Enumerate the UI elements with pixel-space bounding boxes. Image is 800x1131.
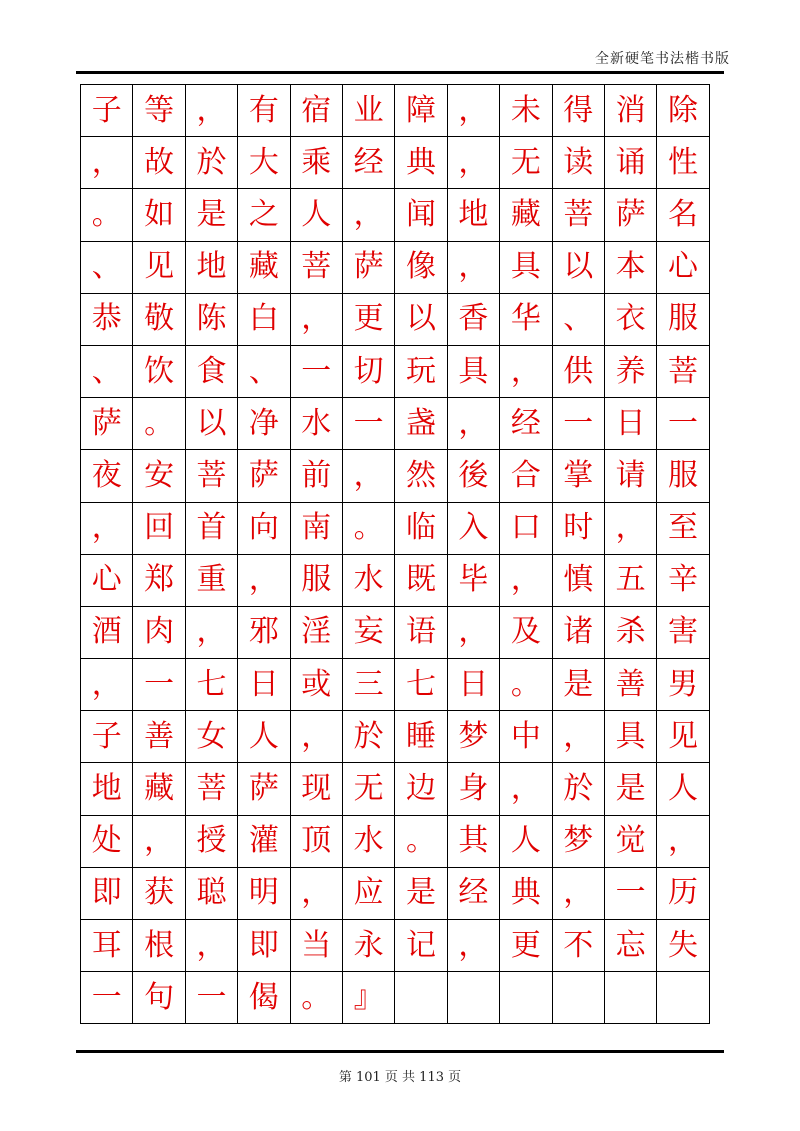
- grid-cell: ，: [553, 711, 605, 763]
- grid-cell: ，: [448, 920, 500, 972]
- grid-cell: 睡: [395, 711, 447, 763]
- grid-cell: 请: [605, 450, 657, 502]
- grid-cell: 是: [553, 659, 605, 711]
- grid-cell: 边: [395, 763, 447, 815]
- grid-cell: 、: [81, 242, 133, 294]
- grid-cell: 宿: [291, 85, 343, 137]
- grid-cell: 如: [133, 189, 185, 241]
- grid-cell: 未: [500, 85, 552, 137]
- grid-cell: 即: [238, 920, 290, 972]
- grid-cell: 五: [605, 555, 657, 607]
- grid-cell: ，: [186, 607, 238, 659]
- grid-cell: 净: [238, 398, 290, 450]
- grid-cell: 人: [657, 763, 709, 815]
- grid-cell: 於: [343, 711, 395, 763]
- grid-cell: 、: [238, 346, 290, 398]
- grid-cell: [553, 972, 605, 1024]
- grid-cell: 。: [133, 398, 185, 450]
- grid-cell: 等: [133, 85, 185, 137]
- grid-cell: 回: [133, 503, 185, 555]
- grid-row: [81, 450, 710, 502]
- grid-cell: 无: [343, 763, 395, 815]
- grid-row: [81, 711, 710, 763]
- grid-cell: 食: [186, 346, 238, 398]
- grid-cell: 忘: [605, 920, 657, 972]
- grid-row: [81, 607, 710, 659]
- grid-cell: 菩: [657, 346, 709, 398]
- grid-cell: 应: [343, 868, 395, 920]
- grid-cell: 一: [553, 398, 605, 450]
- grid-cell: 偈: [238, 972, 290, 1024]
- grid-cell: 乘: [291, 137, 343, 189]
- page-header-title: 全新硬笔书法楷书版: [595, 51, 730, 67]
- grid-row: [81, 294, 710, 346]
- grid-cell: 』: [343, 972, 395, 1024]
- grid-cell: 授: [186, 816, 238, 868]
- grid-cell: [500, 972, 552, 1024]
- footer-rule: [76, 1050, 724, 1053]
- grid-cell: 不: [553, 920, 605, 972]
- grid-cell: 肉: [133, 607, 185, 659]
- grid-cell: 业: [343, 85, 395, 137]
- grid-cell: 口: [500, 503, 552, 555]
- grid-cell: 一: [605, 868, 657, 920]
- grid-cell: 耳: [81, 920, 133, 972]
- grid-cell: 以: [395, 294, 447, 346]
- header-rule: [76, 71, 724, 74]
- grid-cell: 害: [657, 607, 709, 659]
- grid-cell: 人: [291, 189, 343, 241]
- grid-cell: 典: [395, 137, 447, 189]
- grid-cell: 藏: [133, 763, 185, 815]
- grid-cell: 除: [657, 85, 709, 137]
- grid-cell: 语: [395, 607, 447, 659]
- grid-cell: 人: [500, 816, 552, 868]
- grid-cell: ，: [448, 137, 500, 189]
- grid-cell: 或: [291, 659, 343, 711]
- grid-cell: 邪: [238, 607, 290, 659]
- grid-cell: 其: [448, 816, 500, 868]
- grid-row: [81, 763, 710, 815]
- grid-cell: 梦: [448, 711, 500, 763]
- grid-cell: ，: [238, 555, 290, 607]
- grid-cell: 诸: [553, 607, 605, 659]
- grid-cell: 萨: [81, 398, 133, 450]
- grid-cell: 水: [291, 398, 343, 450]
- grid-cell: 一: [291, 346, 343, 398]
- grid-cell: 服: [291, 555, 343, 607]
- grid-row: [81, 346, 710, 398]
- grid-cell: 、: [81, 346, 133, 398]
- grid-cell: 顶: [291, 816, 343, 868]
- grid-cell: ，: [448, 85, 500, 137]
- grid-cell: 之: [238, 189, 290, 241]
- grid-cell: 善: [605, 659, 657, 711]
- grid-cell: ，: [81, 659, 133, 711]
- grid-cell: 至: [657, 503, 709, 555]
- grid-cell: ，: [291, 868, 343, 920]
- grid-cell: 萨: [238, 450, 290, 502]
- calligraphy-grid: [80, 84, 710, 1024]
- grid-row: [81, 503, 710, 555]
- grid-row: [81, 85, 710, 137]
- grid-cell: 淫: [291, 607, 343, 659]
- grid-cell: ，: [186, 920, 238, 972]
- grid-cell: ，: [343, 189, 395, 241]
- grid-cell: 善: [133, 711, 185, 763]
- grid-cell: 藏: [238, 242, 290, 294]
- grid-cell: 萨: [343, 242, 395, 294]
- grid-cell: [657, 972, 709, 1024]
- grid-cell: 经: [448, 868, 500, 920]
- grid-row: [81, 868, 710, 920]
- grid-cell: 子: [81, 85, 133, 137]
- grid-row: [81, 137, 710, 189]
- grid-cell: 得: [553, 85, 605, 137]
- grid-cell: 前: [291, 450, 343, 502]
- grid-cell: 典: [500, 868, 552, 920]
- grid-cell: 以: [553, 242, 605, 294]
- grid-cell: 合: [500, 450, 552, 502]
- grid-cell: 切: [343, 346, 395, 398]
- grid-cell: 是: [186, 189, 238, 241]
- grid-row: [81, 816, 710, 868]
- grid-cell: ，: [448, 398, 500, 450]
- grid-cell: 像: [395, 242, 447, 294]
- grid-cell: 辛: [657, 555, 709, 607]
- grid-cell: 毕: [448, 555, 500, 607]
- grid-cell: 句: [133, 972, 185, 1024]
- grid-cell: 一: [81, 972, 133, 1024]
- grid-cell: ，: [448, 242, 500, 294]
- grid-cell: 日: [448, 659, 500, 711]
- grid-cell: 心: [657, 242, 709, 294]
- grid-cell: 首: [186, 503, 238, 555]
- grid-cell: 诵: [605, 137, 657, 189]
- grid-cell: 以: [186, 398, 238, 450]
- grid-cell: 水: [343, 555, 395, 607]
- grid-cell: 。: [500, 659, 552, 711]
- grid-cell: 日: [605, 398, 657, 450]
- grid-cell: ，: [291, 711, 343, 763]
- grid-cell: 获: [133, 868, 185, 920]
- grid-cell: 入: [448, 503, 500, 555]
- grid-cell: 七: [395, 659, 447, 711]
- grid-cell: ，: [81, 503, 133, 555]
- grid-cell: 经: [343, 137, 395, 189]
- grid-cell: 郑: [133, 555, 185, 607]
- grid-cell: 故: [133, 137, 185, 189]
- grid-cell: ，: [81, 137, 133, 189]
- grid-cell: 服: [657, 294, 709, 346]
- grid-cell: [605, 972, 657, 1024]
- grid-cell: 中: [500, 711, 552, 763]
- grid-cell: 於: [186, 137, 238, 189]
- grid-cell: 既: [395, 555, 447, 607]
- grid-cell: 。: [81, 189, 133, 241]
- grid-cell: 南: [291, 503, 343, 555]
- grid-cell: 陈: [186, 294, 238, 346]
- grid-cell: 身: [448, 763, 500, 815]
- grid-cell: 梦: [553, 816, 605, 868]
- grid-cell: 菩: [291, 242, 343, 294]
- grid-cell: 衣: [605, 294, 657, 346]
- grid-cell: ，: [657, 816, 709, 868]
- grid-cell: 处: [81, 816, 133, 868]
- grid-row: [81, 659, 710, 711]
- grid-cell: 性: [657, 137, 709, 189]
- grid-cell: ，: [186, 85, 238, 137]
- grid-cell: ，: [448, 607, 500, 659]
- grid-cell: 见: [133, 242, 185, 294]
- grid-cell: ，: [605, 503, 657, 555]
- grid-row: [81, 398, 710, 450]
- grid-cell: 向: [238, 503, 290, 555]
- grid-cell: 三: [343, 659, 395, 711]
- grid-cell: 具: [500, 242, 552, 294]
- grid-cell: 人: [238, 711, 290, 763]
- grid-row: [81, 189, 710, 241]
- grid-cell: 。: [343, 503, 395, 555]
- grid-cell: 名: [657, 189, 709, 241]
- grid-cell: 聪: [186, 868, 238, 920]
- grid-cell: 饮: [133, 346, 185, 398]
- grid-cell: 经: [500, 398, 552, 450]
- grid-row: [81, 555, 710, 607]
- grid-cell: 养: [605, 346, 657, 398]
- grid-cell: 灌: [238, 816, 290, 868]
- grid-cell: ，: [500, 763, 552, 815]
- grid-cell: 然: [395, 450, 447, 502]
- grid-cell: 华: [500, 294, 552, 346]
- grid-cell: 後: [448, 450, 500, 502]
- grid-cell: 更: [500, 920, 552, 972]
- grid-cell: 本: [605, 242, 657, 294]
- grid-cell: 七: [186, 659, 238, 711]
- grid-cell: ，: [500, 346, 552, 398]
- grid-cell: 更: [343, 294, 395, 346]
- grid-cell: 酒: [81, 607, 133, 659]
- grid-cell: 一: [133, 659, 185, 711]
- grid-cell: 妄: [343, 607, 395, 659]
- grid-cell: 。: [291, 972, 343, 1024]
- grid-cell: 是: [605, 763, 657, 815]
- grid-cell: 白: [238, 294, 290, 346]
- grid-cell: 菩: [186, 450, 238, 502]
- grid-cell: 是: [395, 868, 447, 920]
- grid-row: [81, 920, 710, 972]
- grid-cell: 菩: [553, 189, 605, 241]
- grid-cell: 见: [657, 711, 709, 763]
- grid-cell: 藏: [500, 189, 552, 241]
- grid-cell: 萨: [605, 189, 657, 241]
- grid-cell: ，: [291, 294, 343, 346]
- grid-cell: 香: [448, 294, 500, 346]
- grid-cell: 无: [500, 137, 552, 189]
- grid-cell: 服: [657, 450, 709, 502]
- grid-cell: 现: [291, 763, 343, 815]
- grid-cell: 掌: [553, 450, 605, 502]
- grid-cell: 觉: [605, 816, 657, 868]
- grid-cell: 记: [395, 920, 447, 972]
- page-number-footer: 第 101 页 共 113 页: [338, 1070, 462, 1085]
- grid-cell: 菩: [186, 763, 238, 815]
- grid-cell: 水: [343, 816, 395, 868]
- grid-cell: 重: [186, 555, 238, 607]
- grid-cell: 读: [553, 137, 605, 189]
- grid-cell: 具: [605, 711, 657, 763]
- grid-cell: 慎: [553, 555, 605, 607]
- grid-cell: 於: [553, 763, 605, 815]
- grid-row: [81, 972, 710, 1024]
- grid-cell: 永: [343, 920, 395, 972]
- grid-cell: ，: [500, 555, 552, 607]
- grid-cell: 夜: [81, 450, 133, 502]
- grid-cell: 子: [81, 711, 133, 763]
- grid-cell: 萨: [238, 763, 290, 815]
- grid-cell: 根: [133, 920, 185, 972]
- grid-cell: 闻: [395, 189, 447, 241]
- grid-cell: 临: [395, 503, 447, 555]
- grid-cell: 消: [605, 85, 657, 137]
- grid-cell: 历: [657, 868, 709, 920]
- grid-cell: 明: [238, 868, 290, 920]
- grid-cell: 。: [395, 816, 447, 868]
- grid-cell: 供: [553, 346, 605, 398]
- grid-cell: 心: [81, 555, 133, 607]
- grid-cell: 敬: [133, 294, 185, 346]
- grid-cell: 女: [186, 711, 238, 763]
- grid-cell: 有: [238, 85, 290, 137]
- grid-cell: 一: [186, 972, 238, 1024]
- grid-cell: 玩: [395, 346, 447, 398]
- grid-cell: 地: [81, 763, 133, 815]
- grid-cell: ，: [553, 868, 605, 920]
- grid-cell: 当: [291, 920, 343, 972]
- grid-cell: 恭: [81, 294, 133, 346]
- grid-cell: 一: [343, 398, 395, 450]
- grid-cell: [448, 972, 500, 1024]
- grid-cell: 失: [657, 920, 709, 972]
- grid-cell: ，: [133, 816, 185, 868]
- grid-cell: 日: [238, 659, 290, 711]
- grid-cell: 地: [448, 189, 500, 241]
- grid-cell: 一: [657, 398, 709, 450]
- grid-cell: 时: [553, 503, 605, 555]
- grid-cell: ，: [343, 450, 395, 502]
- grid-cell: 盏: [395, 398, 447, 450]
- grid-cell: 杀: [605, 607, 657, 659]
- grid-cell: 具: [448, 346, 500, 398]
- grid-cell: 地: [186, 242, 238, 294]
- grid-cell: 男: [657, 659, 709, 711]
- grid-cell: 、: [553, 294, 605, 346]
- grid-cell: 及: [500, 607, 552, 659]
- grid-cell: 障: [395, 85, 447, 137]
- grid-cell: [395, 972, 447, 1024]
- grid-cell: 安: [133, 450, 185, 502]
- grid-row: [81, 242, 710, 294]
- grid-cell: 即: [81, 868, 133, 920]
- grid-cell: 大: [238, 137, 290, 189]
